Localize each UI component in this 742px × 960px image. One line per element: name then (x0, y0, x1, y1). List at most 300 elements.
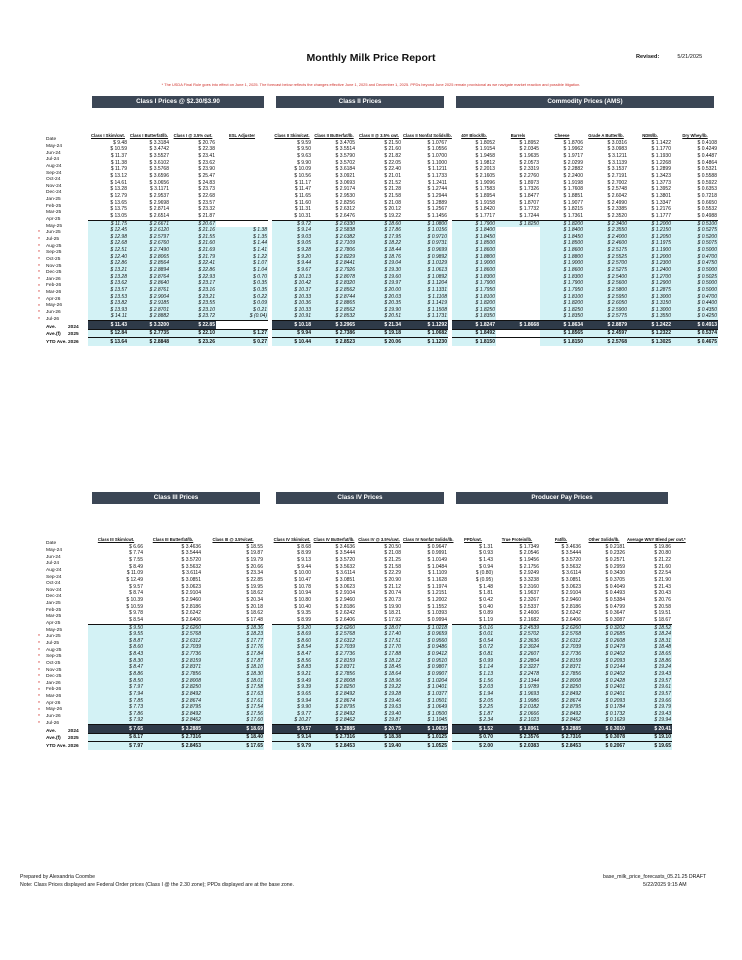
table-cell: $ 2.34 (452, 718, 494, 725)
summary-cell: $ 1.8492 (452, 329, 496, 338)
table-row (452, 193, 718, 200)
table-cell: $ 1.0218 (402, 624, 448, 631)
projected-marker: * (38, 661, 40, 668)
table-row (452, 213, 718, 220)
table-row (452, 227, 718, 234)
summary-cell: $ 12.84 (88, 329, 128, 338)
table-cell: $ 20.00 (356, 287, 402, 294)
table-cell: $ 11.65 (294, 192, 311, 199)
table-cell: $ 2.6406 (561, 616, 581, 623)
table-cell: $ 2.7039 (312, 645, 356, 652)
table-cell: $ 0.9994 (427, 616, 447, 623)
table-cell: $ 1.56 (452, 678, 494, 685)
table-cell: $ 1.9158 (475, 199, 495, 206)
summary-year: 2025 (68, 736, 79, 742)
table-cell (496, 241, 540, 248)
table-cell: $ 1.9198 (563, 179, 583, 186)
table-cell (216, 193, 268, 200)
table-cell: $ 1.2300 (628, 261, 672, 268)
table-cell: $ 2.5337 (519, 603, 539, 610)
summary-cell: $ 21.34 (356, 321, 402, 330)
table-cell: $ 9.44 (272, 261, 312, 268)
table-cell: $ 2.7856 (312, 671, 356, 678)
summary-cell: $ 1.8150 (540, 338, 584, 346)
table-cell: $ 19.61 (626, 684, 672, 691)
table-row (88, 267, 268, 274)
table-cell: $ 1.48 (479, 583, 493, 590)
table-cell: $ 1.1975 (628, 241, 672, 248)
summary-cell: $ 1.0125 (402, 733, 448, 742)
table-row (272, 577, 448, 584)
table-cell: $ 0.9699 (402, 247, 448, 254)
table-cell: $ 2.8532 (312, 314, 356, 321)
table-cell: $ 2.5900 (584, 307, 628, 314)
price-table (272, 516, 454, 750)
table-row (88, 631, 264, 638)
table-cell: $ 21.60 (384, 146, 401, 153)
table-row (272, 314, 448, 321)
table-cell: $ 13.62 (88, 280, 128, 287)
table-cell: $ 0.9560 (402, 638, 448, 645)
month-label: Jun-26 (46, 714, 61, 720)
table-cell: $ 19.60 (356, 274, 402, 281)
summary-row (452, 742, 672, 750)
projected-marker: * (38, 290, 40, 297)
table-cell: $ 12.40 (88, 254, 128, 261)
projected-marker: * (38, 654, 40, 661)
table-cell: $ 1.1733 (427, 173, 447, 180)
table-cell: $ 8.99 (297, 550, 311, 557)
table-cell: $ 1.8420 (475, 206, 495, 213)
table-cell: $ 1.81 (479, 590, 493, 597)
table-cell: $ 1.7732 (519, 206, 539, 213)
summary-cell: $ 1.1230 (402, 338, 448, 346)
column-header: Class IV Butterfat/lb. (313, 537, 355, 543)
table-cell: $ 10.47 (294, 577, 311, 584)
summary-cell: $ 2.5768 (584, 338, 628, 346)
table-cell: $ 0.1784 (582, 704, 626, 711)
projected-marker: * (38, 257, 40, 264)
table-cell: $ 1.2744 (427, 186, 447, 193)
table-cell: $ 2.8492 (312, 691, 356, 698)
table-cell: $ 0.1732 (582, 711, 626, 718)
summary-cell: $ 20.06 (356, 338, 402, 346)
summary-cell: $ 2.8453 (144, 742, 202, 750)
table-cell: $ 2.5600 (584, 280, 628, 287)
table-cell: $ 0.6353 (697, 186, 717, 193)
column-header: Class IV @ 3.5%/cwt. (358, 537, 400, 543)
table-cell: $ 0.4700 (672, 254, 718, 261)
table-cell: $ 23.32 (198, 206, 215, 213)
table-cell: $ 1.9789 (494, 684, 540, 691)
table-cell: $ 8.60 (272, 638, 312, 645)
summary-cell: $ 2.8453 (540, 742, 582, 750)
table-cell: $ 19.04 (356, 261, 402, 268)
summary-row (272, 725, 448, 734)
table-cell: $ 19.43 (626, 711, 672, 718)
summary-cell: $ 1.8961 (494, 725, 540, 734)
table-cell: $ 1.1552 (427, 603, 447, 610)
table-row (452, 597, 672, 604)
table-cell: $ 3.1537 (607, 166, 627, 173)
table-cell: $ 1.31 (479, 543, 493, 550)
table-cell: $ 21.28 (384, 186, 401, 193)
summary-cell: $ 9.14 (272, 733, 312, 742)
table-cell: $ 21.60 (170, 241, 216, 248)
table-cell: $ 1.7900 (452, 220, 496, 227)
table-cell (496, 307, 540, 314)
table-cell: $ 20.67 (170, 220, 216, 227)
table-cell: $ 2.6476 (335, 212, 355, 219)
table-cell: $ 1.8851 (563, 192, 583, 199)
table-cell: $ 1.8600 (540, 267, 584, 274)
table-cell: $ 2.8701 (128, 307, 170, 314)
table-cell: $ 2.5768 (540, 631, 582, 638)
table-cell: $ 2.0573 (519, 159, 539, 166)
table-cell: $ 0.2401 (582, 684, 626, 691)
table-cell: $ 1.9000 (540, 261, 584, 268)
table-cell: $ 2.3227 (494, 665, 540, 672)
table-row (272, 173, 448, 180)
summary-row (452, 321, 718, 330)
projected-marker: * (38, 667, 40, 674)
table-cell: $ 2.1344 (494, 678, 540, 685)
table-cell: $ 3.4636 (181, 543, 201, 550)
projected-marker: * (38, 700, 40, 707)
table-cell: $ 2.7039 (144, 645, 202, 652)
table-row (272, 193, 448, 200)
table-cell: $ 21.22 (654, 557, 671, 564)
table-cell: $ 1.9458 (475, 153, 495, 160)
table-cell: $ 3.5720 (561, 557, 581, 564)
month-label: Feb-25 (46, 607, 62, 613)
table-cell: $ 12.79 (110, 192, 127, 199)
table-cell: $ 2.8159 (144, 658, 202, 665)
table-cell: $ 19.30 (356, 267, 402, 274)
table-cell: $ 17.86 (356, 227, 402, 234)
month-label: Dec-25 (46, 674, 62, 680)
section-band: Commodity Prices (AMS) (456, 96, 714, 108)
summary-cell: $ 7.97 (88, 742, 144, 750)
table-cell: $ 1.8707 (519, 199, 539, 206)
table-cell: $ 2.6312 (540, 638, 582, 645)
summary-cell: $ 18.40 (202, 733, 264, 742)
table-cell: $ 0.5000 (672, 247, 718, 254)
report-title: Monthly Milk Price Report (306, 52, 436, 64)
table-cell: $ 1.8500 (540, 241, 584, 248)
table-cell: $ 21.58 (384, 192, 401, 199)
table-cell: $ 23.62 (198, 159, 215, 166)
table-cell: $ 1.7900 (540, 280, 584, 287)
projected-marker: * (38, 270, 40, 277)
table-row (88, 544, 264, 551)
table-cell: $ 8.87 (88, 638, 144, 645)
table-cell: $ 23.55 (170, 300, 216, 307)
table-row (452, 153, 718, 160)
table-cell: $ 19.43 (626, 671, 672, 678)
table-cell: $ 19.22 (356, 684, 402, 691)
table-cell: $ 21.90 (654, 577, 671, 584)
table-cell: $ 12.68 (88, 241, 128, 248)
table-cell: $ 20.35 (356, 300, 402, 307)
month-label: Dec-24 (46, 190, 62, 196)
table-row (88, 571, 264, 578)
table-cell: $ 2.4990 (607, 199, 627, 206)
table-row (88, 213, 268, 220)
table-cell: $ 10.27 (272, 718, 312, 725)
table-row (88, 584, 264, 591)
table-row (88, 247, 268, 254)
table-cell: $ 1.1628 (427, 577, 447, 584)
table-cell: $ 17.77 (202, 638, 264, 645)
table-cell: $ 2.9249 (519, 570, 539, 577)
table-cell: $ 7.85 (88, 698, 144, 705)
table-cell: $ 19.90 (384, 603, 401, 610)
table-cell: $ 2.5838 (312, 227, 356, 234)
table-cell: $ 0.2571 (605, 557, 625, 564)
table-cell: $ 18.52 (626, 624, 672, 631)
summary-cell: $ 1.8634 (540, 321, 584, 330)
table-cell: $ 3.0851 (181, 577, 201, 584)
month-labels (46, 548, 62, 727)
table-cell: $ 2.6050 (584, 300, 628, 307)
table-cell: $ 2.8371 (312, 665, 356, 672)
table-cell: $ 1.1456 (427, 212, 447, 219)
column-header: Barrels (510, 133, 526, 139)
table-cell (496, 234, 540, 241)
table-cell: $ 1.1900 (628, 247, 672, 254)
table-cell: $ 1.0156 (402, 227, 448, 234)
table-cell: $ 1.2411 (427, 179, 447, 186)
table-cell: $ 3.0851 (561, 577, 581, 584)
table-cell: $ 2.8714 (149, 206, 169, 213)
table-cell: $ 17.95 (356, 234, 402, 241)
table-cell: $ 1.0377 (402, 691, 448, 698)
table-cell: $ 17.88 (356, 651, 402, 658)
summary-label: Ave. (46, 728, 56, 734)
table-cell: $ 2.0299 (563, 159, 583, 166)
table-cell: $ 2.6671 (128, 220, 170, 227)
table-cell: $ 1.1108 (402, 294, 448, 301)
table-cell: $ 22.54 (654, 570, 671, 577)
month-label: Jan-25 (46, 601, 61, 607)
table-cell: $ 2.8865 (312, 300, 356, 307)
table-cell: $ 13.12 (110, 173, 127, 180)
month-label: Mar-25 (46, 614, 62, 620)
table-cell: $ 0.9710 (402, 234, 448, 241)
table-cell: $ 2.8562 (312, 287, 356, 294)
table-cell: $ 0.5000 (672, 280, 718, 287)
table-cell: $ 0.2402 (582, 651, 626, 658)
table-cell: $ 2.8674 (540, 698, 582, 705)
table-cell: $ 17.87 (202, 658, 264, 665)
month-label: Aug-24 (46, 567, 62, 573)
table-cell: $ 2.8761 (128, 287, 170, 294)
price-table (452, 120, 718, 346)
summary-cell: $ 18.69 (202, 725, 264, 734)
price-table (272, 120, 452, 346)
table-cell: $ 2.4606 (519, 610, 539, 617)
table-cell: $ 14.11 (88, 314, 128, 321)
table-cell: $ 2.3319 (519, 166, 539, 173)
projected-marker: * (38, 237, 40, 244)
column-header: Average WNY Blend per cwt.* (627, 537, 686, 543)
table-row (88, 227, 268, 234)
table-cell: $ 2.8462 (312, 718, 356, 725)
table-cell: $ 12.51 (88, 247, 128, 254)
summary-cell: $ 22.85 (170, 321, 216, 330)
month-label: May-26 (46, 303, 62, 309)
table-cell: $ 19.22 (384, 212, 401, 219)
table-cell: $ 10.33 (272, 307, 312, 314)
projected-marker: * (38, 316, 40, 323)
table-cell: $ 8.68 (297, 543, 311, 550)
table-cell: $ 0.4493 (605, 590, 625, 597)
table-cell: $ 21.01 (384, 173, 401, 180)
column-header: Class I Butterfat/lb. (129, 133, 169, 139)
table-cell: $ 2.8250 (312, 684, 356, 691)
column-header: Class II Nonfat Solids/lb. (403, 133, 452, 139)
summary-cell: $ 1.52 (452, 725, 494, 734)
table-cell: $ 18.36 (202, 624, 264, 631)
table-cell: $ 1.8706 (563, 139, 583, 146)
summary-cell: $ 3.2885 (540, 725, 582, 734)
table-cell: $ 2.9185 (128, 300, 170, 307)
table-cell: $ 2.6242 (335, 610, 355, 617)
table-row (88, 193, 268, 200)
month-label: Jul-24 (46, 157, 60, 163)
month-label: Jun-25 (46, 230, 61, 236)
table-cell: $ 2.3636 (494, 638, 540, 645)
column-header: Class IV Skim/cwt. (273, 537, 311, 543)
table-cell: $ 2.1023 (494, 718, 540, 725)
table-cell: $ 2.6120 (128, 227, 170, 234)
month-label: Dec-24 (46, 594, 62, 600)
table-row (88, 624, 264, 631)
table-cell: $ 0.2093 (582, 658, 626, 665)
table-cell: $ 13.05 (110, 212, 127, 219)
table-cell: $ 1.3150 (628, 300, 672, 307)
table-cell: $ 20.12 (384, 206, 401, 213)
summary-cell: $ 19.65 (626, 742, 672, 750)
table-cell: $ 2.05 (452, 698, 494, 705)
projected-marker: * (38, 694, 40, 701)
table-cell: $ 3.6596 (149, 173, 169, 180)
table-cell: $ 20.80 (654, 550, 671, 557)
table-cell: $ 9.21 (272, 671, 312, 678)
table-cell: $ 2.4000 (584, 234, 628, 241)
table-cell: $ 2.6514 (149, 212, 169, 219)
table-cell (496, 300, 540, 307)
table-cell: $ 3.0656 (149, 179, 169, 186)
summary-cell: $ 3.3200 (128, 321, 170, 330)
table-cell: $ 23.17 (170, 280, 216, 287)
table-cell: $ 1.8500 (452, 241, 496, 248)
table-row (88, 577, 264, 584)
table-cell: $ 2.9104 (335, 590, 355, 597)
table-cell: $ 2.8462 (540, 718, 582, 725)
table-cell: $ 1.3423 (651, 173, 671, 180)
table-cell: $ 18.30 (202, 671, 264, 678)
summary-year: 2024 (68, 728, 79, 734)
table-row (272, 153, 448, 160)
table-cell: $ 0.94 (479, 563, 493, 570)
table-cell: $ 2.6260 (540, 624, 582, 631)
table-cell: $ 1.9637 (519, 590, 539, 597)
table-cell: $ 22.29 (384, 570, 401, 577)
projected-marker: * (38, 634, 40, 641)
table-cell: $ 2.9174 (335, 186, 355, 193)
table-cell: $ 0.5200 (672, 234, 718, 241)
table-cell: $ 19.46 (356, 698, 402, 705)
summary-cell: $ 20.41 (626, 725, 672, 734)
table-cell: $ 21.69 (170, 247, 216, 254)
table-cell: $ 3.4636 (335, 543, 355, 550)
table-cell: $ 12.98 (88, 234, 128, 241)
summary-cell: $ 9.79 (272, 742, 312, 750)
table-cell: $ 2.6312 (312, 638, 356, 645)
summary-cell: $ 2.00 (452, 742, 494, 750)
table-cell: $ 2.8492 (312, 711, 356, 718)
table-cell: $ 1.87 (452, 711, 494, 718)
table-cell: $ 3.5632 (335, 563, 355, 570)
table-cell: $ 22.68 (198, 192, 215, 199)
month-label: Oct-24 (46, 177, 61, 183)
table-cell: $ 1.07 (216, 261, 268, 268)
summary-cell: $ 3.2885 (144, 725, 202, 734)
table-cell: $ 2.6406 (335, 616, 355, 623)
table-cell: $ 1.41 (216, 247, 268, 254)
table-cell: $ 0.1629 (582, 718, 626, 725)
table-cell: $ 2.7039 (540, 645, 582, 652)
table-cell: $ 1.8800 (540, 254, 584, 261)
summary-year: 2026 (68, 339, 79, 345)
table-cell: $ 21.08 (384, 199, 401, 206)
projected-marker: * (38, 310, 40, 317)
table-cell: $ 18.10 (202, 665, 264, 672)
summary-row (452, 725, 672, 734)
table-cell: $ 0.4049 (605, 583, 625, 590)
table-cell: $ 17.76 (202, 645, 264, 652)
table-cell: $ 23.34 (246, 570, 263, 577)
table-cell: $ 21.12 (384, 583, 401, 590)
table-cell: $ 19.24 (626, 665, 672, 672)
table-cell: $ 17.58 (202, 684, 264, 691)
table-cell: $ 0.72 (452, 645, 494, 652)
table-cell: $ 2.1605 (475, 173, 495, 180)
table-cell: $ 3.1211 (607, 153, 627, 160)
table-cell: $ 2.25 (452, 704, 494, 711)
table-cell: $ 2.2478 (494, 671, 540, 678)
column-header: Class III @ 3.5%/cwt. (212, 537, 254, 543)
month-label: Oct-25 (46, 660, 61, 666)
table-cell: $ 3.3238 (519, 577, 539, 584)
table-cell: $ 1.1777 (651, 212, 671, 219)
summary-cell: $ 0.4675 (672, 338, 718, 346)
table-cell: $ 0.16 (452, 624, 494, 631)
table-cell: $ 2.5800 (584, 287, 628, 294)
table-cell: $ 1.1211 (427, 166, 447, 173)
revised-date: 5/21/2025 (677, 54, 703, 60)
date-column-header: Date (46, 541, 57, 546)
table-cell: $ 0.2959 (605, 563, 625, 570)
projected-marker: * (38, 303, 40, 310)
table-cell: $ 3.5702 (335, 159, 355, 166)
table-cell: $ 2.3024 (494, 645, 540, 652)
table-cell: $ 0.5000 (672, 267, 718, 274)
table-row (88, 691, 264, 698)
table-cell: $ 1.2875 (628, 287, 672, 294)
